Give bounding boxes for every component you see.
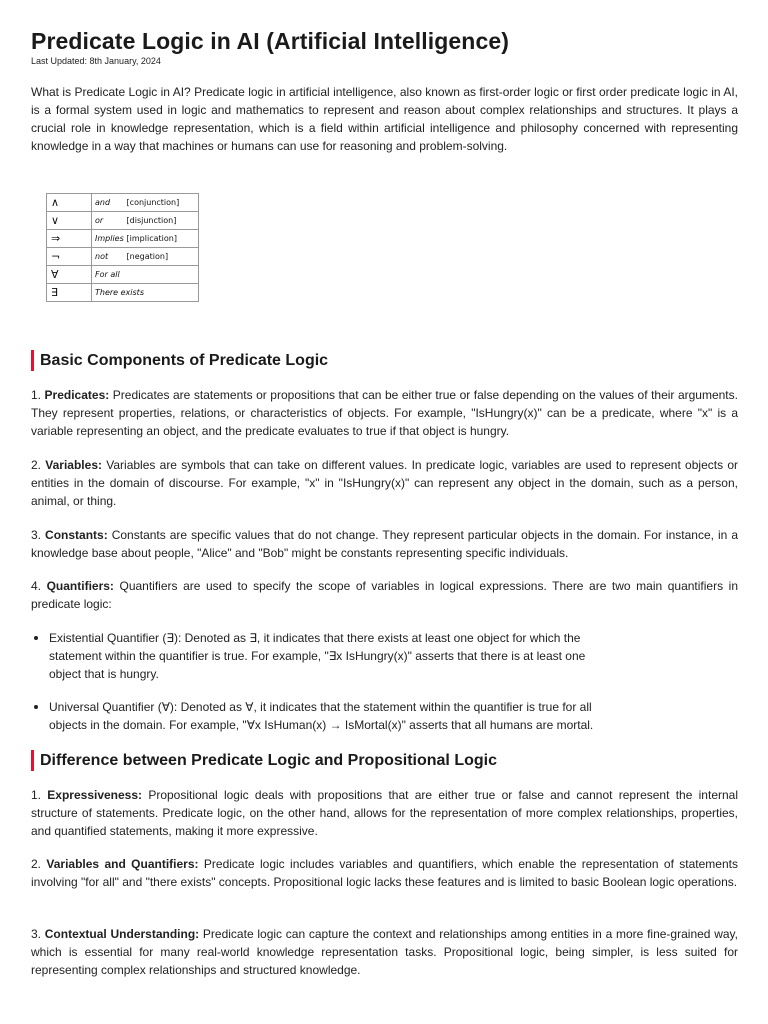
list-item-expressiveness: 1. Expressiveness: Propositional logic deals with propositions that are either true or false and cannot represent the internal structure of statements. Predicate logic, on the other hand, allows for the representation of more complex relationships, properties, and quantified statements, making it more expressive. bbox=[31, 788, 739, 838]
intro-paragraph: What is Predicate Logic in AI? Predicate logic in artificial intelligence, also known as first-order logic or first order predicate logic in AI, is a formal system used in logic and mathematics to represent and reason about complex relationships and structures. It plays a crucial role in knowledge representation, which is a field within artificial intelligence and philosophy concerned with representing knowledge in a way that machines or humans can use for reasoning and problem-solving. bbox=[31, 85, 738, 153]
last-updated: Last Updated: 8th January, 2024 bbox=[31, 56, 161, 66]
bullet-icon bbox=[34, 636, 38, 640]
section-heading-difference: Difference between Predicate Logic and Propositional Logic bbox=[31, 750, 497, 771]
list-item-constants: 3. Constants: Constants are specific values that do not change. They represent particular objects in the domain. For instance, in a knowledge base about people, "Alice" and "Bob" might be constants representing specific individuals. bbox=[31, 528, 738, 560]
term-label: Contextual Understanding: bbox=[44, 927, 200, 941]
quantifier-bullet-list bbox=[31, 698, 609, 734]
table-row bbox=[47, 212, 199, 230]
logic-symbol-table bbox=[46, 193, 199, 302]
conjunction-symbol: ∧ bbox=[47, 194, 92, 212]
list-item-contextual-understanding: 3. Contextual Understanding: Predicate logic can capture the context and relationships among entities in a more fine-grained way, which is essential for many real-world knowledge representation tasks. Propositional logic, being simpler, is less suited for representing complex relationships and structured knowledge. bbox=[31, 927, 738, 977]
symbol-word: Implies bbox=[95, 234, 124, 243]
symbol-meaning: [implication] bbox=[126, 234, 177, 243]
bullet-icon bbox=[34, 705, 38, 709]
list-item-existential-quantifier: Existential Quantifier (∃): Denoted as ∃, it indicates that there exists at least one object for which the statement within the quantifier is true. For example, "∃x IsHungry(x)" asserts that there is at least one object that is hungry. bbox=[31, 629, 609, 683]
symbol-meaning: [conjunction] bbox=[126, 198, 180, 207]
term-label: Quantifiers: bbox=[46, 579, 114, 593]
list-item-predicates: 1. Predicates: Predicates are statements or propositions that can be either true or false depending on the values of their arguments. They represent properties, relations, or characteristics of objects. For example, "IsHungry(x)" can be a predicate, where "x" is a variable representing an object, and the predicate evaluates to true if that object is hungry. bbox=[31, 388, 738, 438]
list-item-variables-and-quantifiers: 2. Variables and Quantifiers: Predicate logic includes variables and quantifiers, which enable the representation of statements involving "for all" and "there exists" concepts. Propositional logic lacks these features and is limited to basic Boolean logic operations. bbox=[31, 857, 738, 889]
term-label: Variables: bbox=[45, 458, 102, 472]
list-item-variables: 2. Variables: Variables are symbols that can take on different values. In predicate logic, variables are used to represent objects or entities in the domain of discourse. For example, "x" in "IsHungry(x)" can represent any object in the domain, such as a person, animal, or thing. bbox=[31, 458, 739, 508]
symbol-meaning: [disjunction] bbox=[126, 216, 177, 225]
symbol-word: For all bbox=[95, 270, 120, 279]
table-row bbox=[47, 248, 199, 266]
table-row bbox=[47, 230, 199, 248]
disjunction-symbol: ∨ bbox=[47, 212, 92, 230]
term-label: Variables and Quantifiers: bbox=[46, 857, 199, 871]
symbol-word: not bbox=[95, 252, 109, 261]
table-row bbox=[47, 194, 199, 212]
quantifier-bullet-list bbox=[31, 629, 609, 683]
table-row bbox=[47, 284, 199, 302]
list-item-quantifiers: 4. Quantifiers: Quantifiers are used to specify the scope of variables in logical expressions. There are two main quantifiers in predicate logic: bbox=[31, 579, 738, 611]
list-item-universal-quantifier: Universal Quantifier (∀): Denoted as ∀, it indicates that the statement within the quantifier is true for all objects in the domain. For example, "∀x IsHuman(x) → IsMortal(x)" asserts that all humans are mortal. bbox=[31, 698, 609, 734]
term-label: Predicates: bbox=[44, 388, 110, 402]
symbol-word: There exists bbox=[95, 288, 144, 297]
term-label: Expressiveness: bbox=[47, 788, 143, 802]
implication-symbol: ⇒ bbox=[47, 230, 92, 248]
there-exists-symbol: ∃ bbox=[47, 284, 92, 302]
symbol-meaning: [negation] bbox=[126, 252, 169, 261]
term-label: Constants: bbox=[45, 528, 108, 542]
negation-symbol: ¬ bbox=[47, 248, 92, 266]
symbol-word: or bbox=[95, 216, 104, 225]
page-title: Predicate Logic in AI (Artificial Intelligence) bbox=[31, 28, 509, 54]
table-row bbox=[47, 266, 199, 284]
for-all-symbol: ∀ bbox=[47, 266, 92, 284]
symbol-word: and bbox=[95, 198, 111, 207]
section-heading-basic-components: Basic Components of Predicate Logic bbox=[31, 350, 328, 371]
